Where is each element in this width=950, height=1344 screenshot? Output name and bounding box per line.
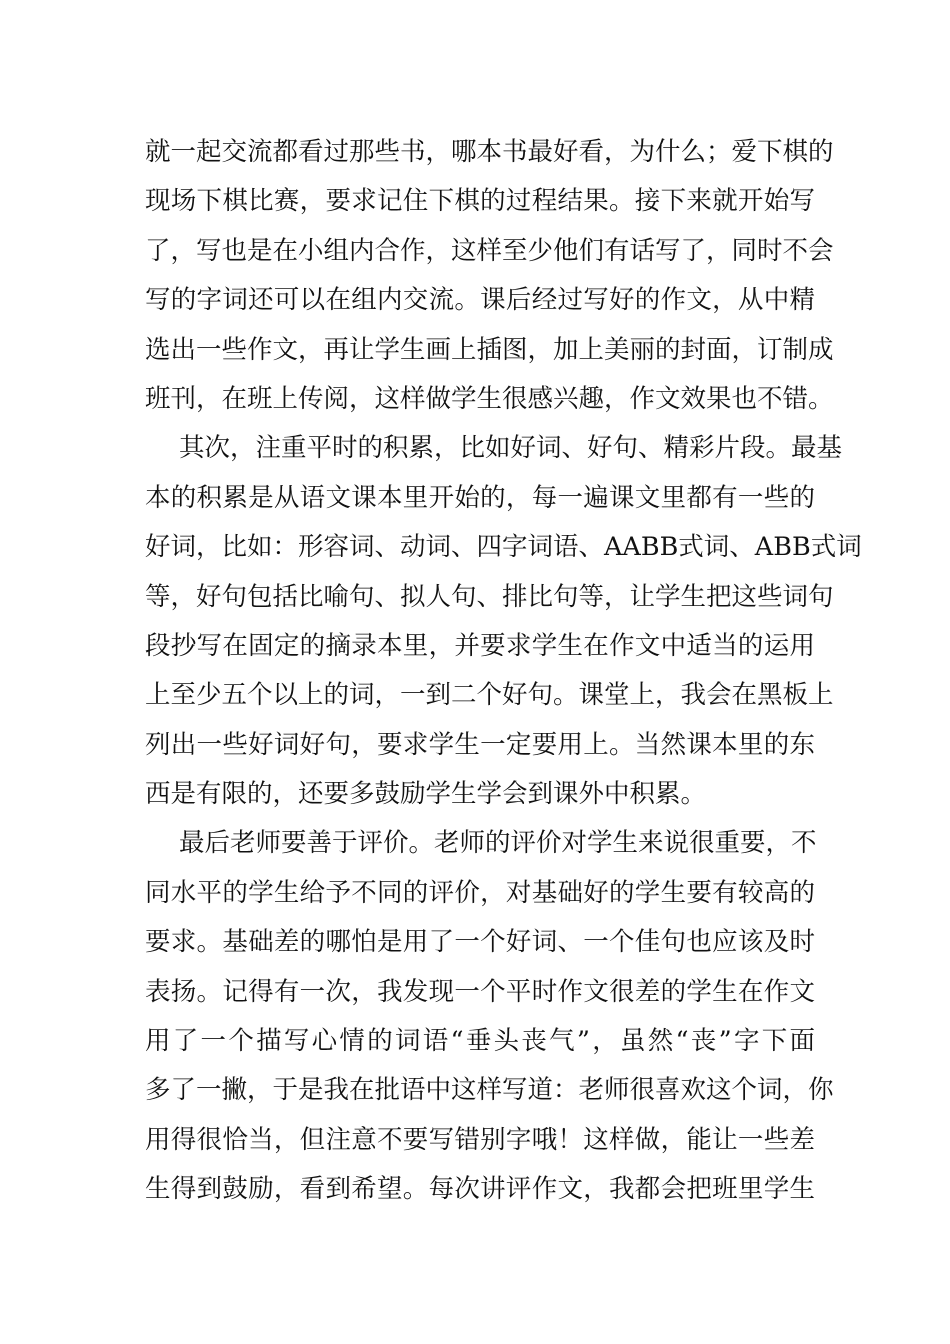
text-line: 好词，比如：形容词、动词、四字词语、AABB式词、ABB式词 xyxy=(145,532,862,563)
body-text xyxy=(145,128,862,1215)
text-line: 列出一些好词好句，要求学生一定要用上。当然课本里的东 xyxy=(145,729,815,760)
text-line: 选出一些作文，再让学生画上插图，加上美丽的封面，订制成 xyxy=(145,334,834,365)
text-line: 就一起交流都看过那些书，哪本书最好看，为什么；爱下棋的 xyxy=(145,137,834,167)
text-line: 要求。基础差的哪怕是用了一个好词、一个佳句也应该及时 xyxy=(145,927,815,958)
text-line: 同水平的学生给予不同的评价，对基础好的学生要有较高的 xyxy=(145,877,815,908)
text-line: 用了一个描写心情的词语“垂头丧气”，虽然“丧”字下面 xyxy=(145,1026,815,1057)
paragraph-start-line: 最后老师要善于评价。老师的评价对学生来说很重要，不 xyxy=(179,828,817,859)
text-line: 生得到鼓励，看到希望。每次讲评作文，我都会把班里学生 xyxy=(145,1174,815,1205)
text-line: 表扬。记得有一次，我发现一个平时作文很差的学生在作文 xyxy=(145,976,815,1007)
text-line: 多了一撇，于是我在批语中这样写道：老师很喜欢这个词，你 xyxy=(145,1075,834,1106)
text-line: 上至少五个以上的词，一到二个好句。课堂上，我会在黑板上 xyxy=(145,680,834,711)
text-line: 西是有限的，还要多鼓励学生学会到课外中积累。 xyxy=(145,779,707,810)
text-line: 现场下棋比赛，要求记住下棋的过程结果。接下来就开始写 xyxy=(145,186,815,217)
paragraph-start-line: 其次，注重平时的积累，比如好词、好句、精彩片段。最基 xyxy=(179,433,843,464)
text-line: 了，写也是在小组内合作，这样至少他们有话写了，同时不会 xyxy=(145,235,834,266)
text-line: 用得很恰当，但注意不要写错别字哦！这样做，能让一些差 xyxy=(145,1124,815,1155)
text-line: 等，好句包括比喻句、拟人句、排比句等，让学生把这些词句 xyxy=(145,581,834,612)
text-line: 班刊，在班上传阅，这样做学生很感兴趣，作文效果也不错。 xyxy=(145,383,834,414)
text-line: 写的字词还可以在组内交流。课后经过写好的作文，从中精 xyxy=(145,285,815,316)
text-line: 本的积累是从语文课本里开始的，每一遍课文里都有一些的 xyxy=(145,482,815,513)
text-line: 段抄写在固定的摘录本里，并要求学生在作文中适当的运用 xyxy=(145,630,815,661)
